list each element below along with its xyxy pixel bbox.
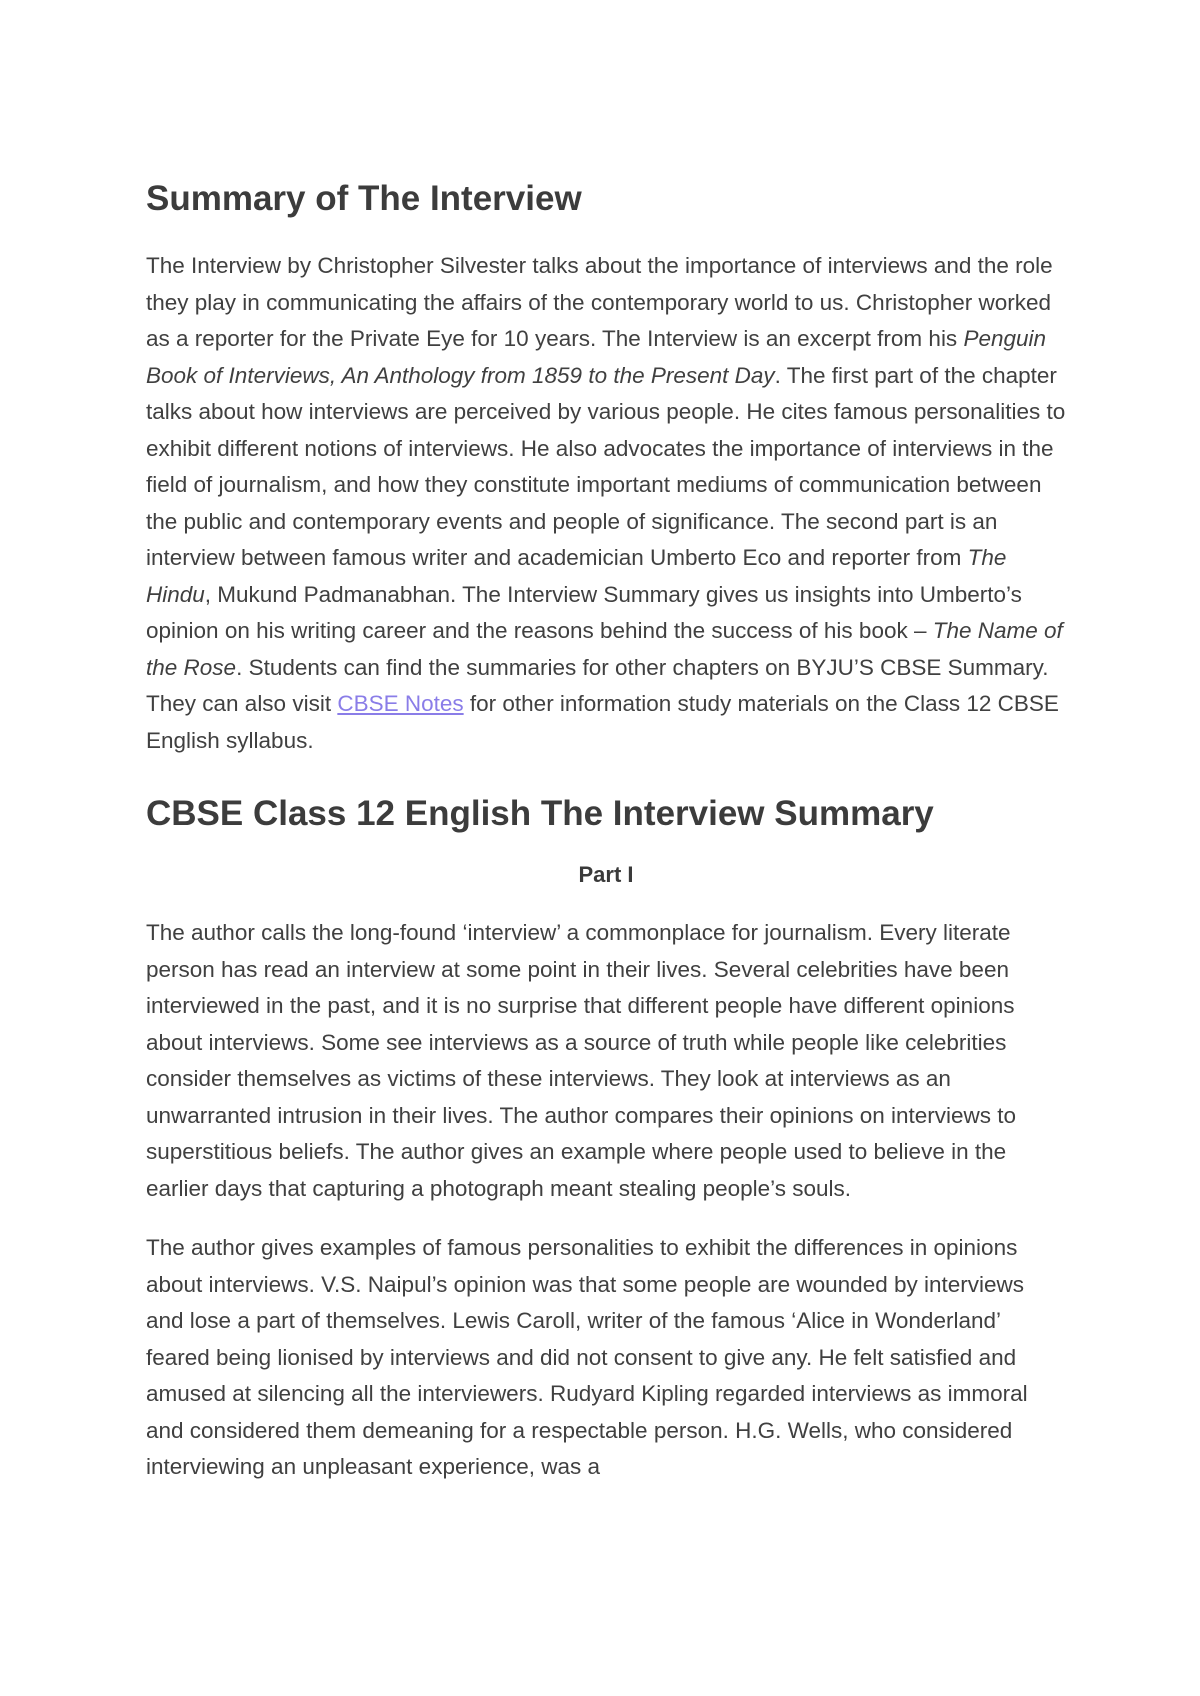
page-title: Summary of The Interview bbox=[146, 179, 582, 218]
book-title: Penguin Book of Interviews, An Anthology from 1859 to the Present Day bbox=[146, 326, 1047, 388]
section-heading: CBSE Class 12 English The Interview Summary bbox=[146, 794, 934, 833]
novel-title: The Name of the Rose bbox=[146, 618, 1063, 680]
summary-paragraph: The author gives examples of famous personalities to exhibit the differences in opinions about interviews. V.S. Naipul’s opinion was that some people are wounded by interviews and lose a part of themselves. Lewis Caroll, writer of the famous ‘Alice in Wonderland’ feared being lionised by interviews and did not consent to give any. He felt satisfied and amused at silencing all the interviewers. Rudyard Kipling regarded interviews as immoral and considered them demeaning for a respectable person. H.G. Wells, who considered interviewing an unpleasant experience, was a bbox=[146, 1235, 1028, 1479]
intro-paragraph bbox=[146, 248, 1066, 759]
intro-text: . The first part of the chapter talks about how interviews are perceived by various people. He cites famous personalities to exhibit different notions of interviews. He also advocates the importance of interviews in the field of journalism, and how they constitute important mediums of communication between the public and contemporary events and people of significance. The second part is an interview between famous writer and academician Umberto Eco and reporter from bbox=[146, 362, 1066, 570]
intro-text: , Mukund Padmanabhan. The Interview Summary gives us insights into Umberto’s opinion on his writing career and the reasons behind the success of his book – bbox=[146, 581, 1022, 643]
cbse-notes-link[interactable]: CBSE Notes bbox=[337, 691, 464, 716]
newspaper-title: The Hindu bbox=[146, 545, 1007, 607]
document-page bbox=[146, 178, 1066, 1509]
intro-text: The Interview by Christopher Silvester talks about the importance of interviews and the role they play in communicating the affairs of the contemporary world to us. Christopher worked as a reporter for the Private Eye for 10 years. The Interview is an excerpt from his bbox=[146, 253, 1053, 351]
summary-paragraph: The author calls the long-found ‘interview’ a commonplace for journalism. Every literate person has read an interview at some point in their lives. Several celebrities have been interviewed in the past, and it is no surprise that different people have different opinions about interviews. Some see interviews as a source of truth while people like celebrities consider themselves as victims of these interviews. They look at interviews as an unwarranted intrusion in their lives. The author compares their opinions on interviews to superstitious beliefs. The author gives an example where people used to believe in the earlier days that capturing a photograph meant stealing people’s souls. bbox=[146, 920, 1017, 1201]
part-label: Part I bbox=[578, 862, 634, 887]
intro-text: . Students can find the summaries for other chapters on BYJU’S CBSE Summary. They can also visit bbox=[146, 654, 1049, 716]
intro-text: for other information study materials on the Class 12 CBSE English syllabus. bbox=[146, 691, 1059, 753]
